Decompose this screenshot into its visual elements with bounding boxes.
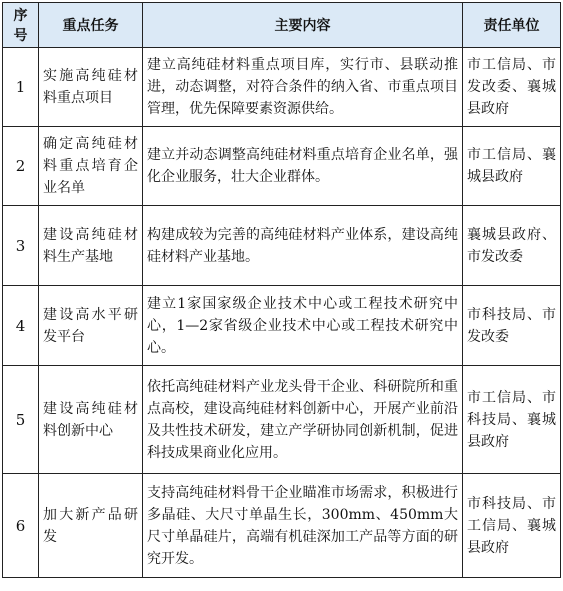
table-row (3, 366, 561, 474)
table-row (3, 474, 561, 578)
row-task: 实施高纯硅材料重点项目 (39, 48, 143, 127)
row-content: 构建成较为完善的高纯硅材料产业体系，建设高纯硅材料产业基地。 (143, 206, 463, 286)
row-task: 加大新产品研发 (39, 474, 143, 578)
row-task: 建设高纯硅材料生产基地 (39, 206, 143, 286)
table-row (3, 48, 561, 127)
row-content: 依托高纯硅材料产业龙头骨干企业、科研院所和重点高校，建设高纯硅材料创新中心，开展产业前沿及共性技术研发，建立产学研协同创新机制，促进科技成果商业化应用。 (143, 366, 463, 474)
row-unit: 市科技局、市发改委 (463, 286, 561, 366)
table-row (3, 286, 561, 366)
header-content: 主要内容 (143, 3, 463, 48)
row-no: 5 (3, 366, 39, 474)
row-unit: 市工信局、襄城县政府 (463, 127, 561, 206)
row-content: 支持高纯硅材料骨干企业瞄准市场需求，积极进行多晶硅、大尺寸单晶生长，300mm、450mm大尺寸单晶硅片，高端有机硅深加工产品等方面的研究开发。 (143, 474, 463, 578)
row-unit: 襄城县政府、市发改委 (463, 206, 561, 286)
row-unit: 市工信局、市发改委、襄城县政府 (463, 48, 561, 127)
table-header (3, 3, 561, 48)
row-content: 建立高纯硅材料重点项目库，实行市、县联动推进，动态调整，对符合条件的纳入省、市重点项目管理，优先保障要素资源供给。 (143, 48, 463, 127)
row-no: 1 (3, 48, 39, 127)
row-unit: 市科技局、市工信局、襄城县政府 (463, 474, 561, 578)
table-row (3, 127, 561, 206)
table-row (3, 206, 561, 286)
row-task: 建设高水平研发平台 (39, 286, 143, 366)
row-no: 6 (3, 474, 39, 578)
header-unit: 责任单位 (463, 3, 561, 48)
row-content: 建立并动态调整高纯硅材料重点培育企业名单，强化企业服务，壮大企业群体。 (143, 127, 463, 206)
task-table (2, 2, 561, 578)
row-no: 4 (3, 286, 39, 366)
table-body (3, 48, 561, 578)
header-task: 重点任务 (39, 3, 143, 48)
row-no: 3 (3, 206, 39, 286)
row-task: 确定高纯硅材料重点培育企业名单 (39, 127, 143, 206)
header-row (3, 3, 561, 48)
row-task: 建设高纯硅材料创新中心 (39, 366, 143, 474)
row-no: 2 (3, 127, 39, 206)
row-content: 建立1家国家级企业技术中心或工程技术研究中心，1—2家省级企业技术中心或工程技术研究中心。 (143, 286, 463, 366)
row-unit: 市工信局、市科技局、襄城县政府 (463, 366, 561, 474)
header-no: 序号 (3, 3, 39, 48)
